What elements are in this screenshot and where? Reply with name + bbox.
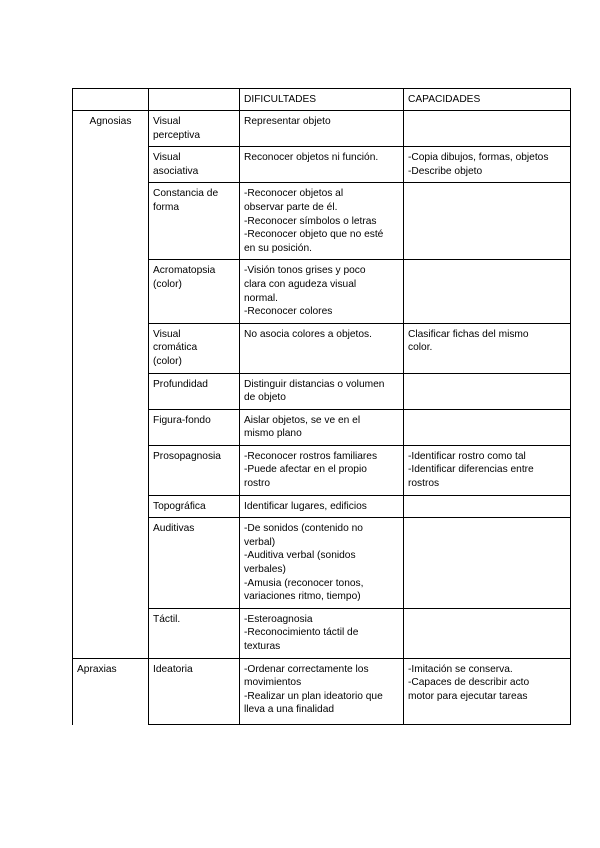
row-capacidades [404, 518, 571, 609]
row-capacidades [404, 260, 571, 323]
row-type: Visual perceptiva [149, 111, 240, 147]
row-type: Acromatopsia (color) [149, 260, 240, 323]
row-dificultades: Aislar objetos, se ve en el mismo plano [240, 409, 404, 445]
row-type: Visual asociativa [149, 147, 240, 183]
row-capacidades [404, 373, 571, 409]
row-capacidades [404, 183, 571, 260]
row-capacidades [404, 111, 571, 147]
agnosias-apraxias-table [72, 88, 571, 725]
header-dificultades: DIFICULTADES [240, 89, 404, 111]
row-dificultades: -Reconocer objetos al observar parte de él. -Reconocer símbolos o letras -Reconocer objeto que no esté en su posición. [240, 183, 404, 260]
row-capacidades [404, 495, 571, 518]
row-type: Ideatoria [149, 658, 240, 725]
header-row [73, 89, 571, 111]
row-type: Prosopagnosia [149, 445, 240, 495]
row-type: Figura-fondo [149, 409, 240, 445]
row-capacidades: -Identificar rostro como tal -Identificar diferencias entre rostros [404, 445, 571, 495]
row-dificultades: -Ordenar correctamente los movimientos -Realizar un plan ideatorio que lleva a una finalidad [240, 658, 404, 725]
row-capacidades: -Imitación se conserva. -Capaces de describir acto motor para ejecutar tareas [404, 658, 571, 725]
row-dificultades: Distinguir distancias o volumen de objeto [240, 373, 404, 409]
row-type: Profundidad [149, 373, 240, 409]
row-type: Topográfica [149, 495, 240, 518]
row-dificultades: Representar objeto [240, 111, 404, 147]
row-dificultades: -Reconocer rostros familiares -Puede afectar en el propio rostro [240, 445, 404, 495]
row-dificultades: Identificar lugares, edificios [240, 495, 404, 518]
row-capacidades: -Copia dibujos, formas, objetos -Describe objeto [404, 147, 571, 183]
header-capacidades: CAPACIDADES [404, 89, 571, 111]
row-dificultades: -De sonidos (contenido no verbal) -Auditiva verbal (sonidos verbales) -Amusia (reconocer tonos, variaciones ritmo, tiempo) [240, 518, 404, 609]
table-row [73, 111, 571, 147]
row-type: Constancia de forma [149, 183, 240, 260]
row-dificultades: No asocia colores a objetos. [240, 323, 404, 373]
row-dificultades: -Esteroagnosia -Reconocimiento táctil de texturas [240, 608, 404, 658]
row-capacidades [404, 409, 571, 445]
header-cell-group [73, 89, 149, 111]
table-row [73, 658, 571, 725]
row-dificultades: Reconocer objetos ni función. [240, 147, 404, 183]
row-type: Táctil. [149, 608, 240, 658]
row-capacidades [404, 608, 571, 658]
group-label-apraxias: Apraxias [73, 658, 149, 725]
group-label-agnosias: Agnosias [73, 111, 149, 659]
row-dificultades: -Visión tonos grises y poco clara con agudeza visual normal. -Reconocer colores [240, 260, 404, 323]
row-type: Visual cromática (color) [149, 323, 240, 373]
row-capacidades: Clasificar fichas del mismo color. [404, 323, 571, 373]
row-type: Auditivas [149, 518, 240, 609]
header-cell-type [149, 89, 240, 111]
